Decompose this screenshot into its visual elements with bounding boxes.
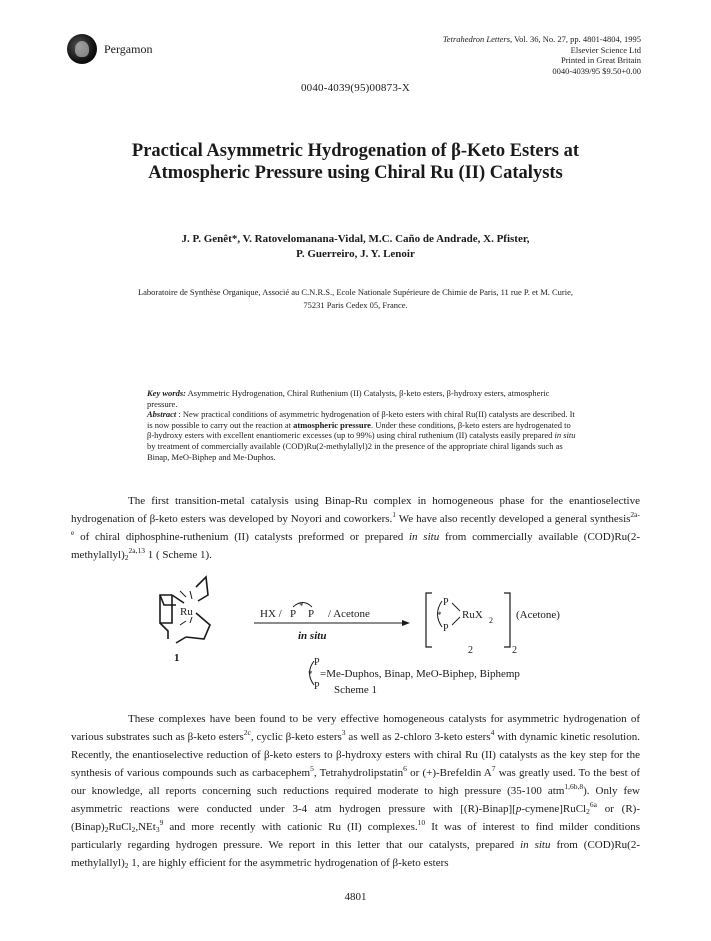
reaction-condition: in situ [298,630,327,642]
journal-issn: 0040-4039/95 $9.50+0.00 [552,65,641,76]
text-run: as well as 2-chloro 3-keto esters [345,731,491,743]
publisher-name: Pergamon [104,42,153,56]
italic-run: in situ [520,839,551,851]
citation: 2a-e [71,510,640,537]
citation: 6 [403,764,407,773]
authors-line-1: J. P. Genêt*, V. Ratovelomanana-Vidal, M.C. Caño de Andrade, X. Pfister, [181,233,530,245]
journal-publisher: Elsevier Science Ltd [570,44,641,55]
text-run: was greatly used. To the best of our knowledge, all reports concerning such reductions required moderate to high pressure (35-100 atm [71,767,641,797]
subscript: 2 [131,825,136,834]
citation: 4 [490,728,495,737]
authors-line-2: P. Guerreiro, J. Y. Lenoir [296,248,415,260]
text-run: It was of interest to find milder conditions particularly regarding hydrogen pressure. We report in this letter that our catalysts, prepared [71,821,641,851]
text-run: 1 ( Scheme 1). [144,549,212,561]
citation: 5 [310,764,314,773]
subscript: 2 [124,553,129,562]
affiliation-line-1: Laboratoire de Synthèse Organique, Associé au C.N.R.S., Ecole Nationale Supérieure de Chimie de Paris, 11 rue P. et M. Curie, [137,287,574,297]
text-run: These complexes have been found to be very effective homogeneous catalysts for asymmetric hydrogenation of various substrates such as β-keto esters [71,713,640,743]
ligand-list: =Me-Duphos, Binap, MeO-Biphep, Biphemp [320,668,520,680]
affiliation-line-2: 75231 Paris Cedex 05, France. [303,300,408,310]
compound-number: 1 [174,652,180,664]
reagent-solvent: / Acetone [328,608,370,620]
paper-title [60,140,651,184]
subscript: 2 [124,861,129,870]
journal-printed: Printed in Great Britain [560,55,641,65]
ligand-star: * [308,669,313,679]
product-solvent: (Acetone) [516,609,560,621]
keywords-text: Asymmetric Hydrogenation, Chiral Ruthenium (II) Catalysts, β-keto esters, β-hydroxy esters, atmospheric pressure. [147,388,550,409]
product-p-top: P [443,597,449,608]
text-run: , cyclic β-keto esters [250,731,342,743]
product-inner-subscript: 2 [468,645,473,656]
text-run: or (R)-(Binap) [71,803,640,833]
text-run: -cymene]RuCl [521,803,587,815]
reaction-arrowhead [402,620,410,626]
text-run: , Tetrahydrolipstatin [313,767,404,779]
citation: 3 [341,728,346,737]
ligand-p-bottom: P [314,681,320,692]
citation: 1 [392,510,397,519]
journal-title: Tetrahedron Letters [442,34,511,44]
text-run: or (+)-Brefeldin A [406,767,492,779]
abstract-text: . Under these conditions, β-keto esters are hydrogenated to β-hydroxy esters with excellent enantiomeric excesses (up to 99%) using chiral ruthenium (II) catalysts easily prepared [147,419,571,441]
subscript: 2 [586,807,590,816]
product-star: * [437,610,442,620]
citation: 2a,13 [128,546,145,555]
product-outer-subscript: 2 [512,645,517,656]
citation: 10 [417,818,426,827]
text-run: and more recently with cationic Ru (II) complexes. [163,821,418,833]
subscript: 3 [155,825,160,834]
text-run: RuCl [108,821,132,833]
reagent-p-right: P [308,608,315,620]
page-number: 4801 [344,891,367,903]
citation: 1,6b,8 [564,782,584,791]
intro-paragraph [71,492,640,564]
product-p-bottom: P [443,623,449,634]
text-run: with dynamic kinetic resolution. Recently, the enantioselective reduction of β-keto esters to β-hydroxy esters with chiral Ru (II) catalysts as the key step for the synthesis of various compounds such as carbacephem [71,731,640,779]
ru-atom-label: Ru [180,606,193,618]
abstract-italic: in situ [554,430,576,441]
text-run: ,NEt [135,821,156,833]
journal-volume: , Vol. 36, No. 27, pp. 4801-4804, 1995 [510,34,641,44]
abstract-block [147,388,577,462]
keywords-label: Key words: [147,388,186,398]
reagent-hx: HX / [260,608,282,620]
journal-info [443,34,641,76]
subscript: 2 [104,825,109,834]
text-run: from commercially available (COD)Ru(2-methylallyl) [71,531,640,561]
body-paragraph [71,710,640,872]
title-line-1: Practical Asymmetric Hydrogenation of β-Keto Esters at [131,141,580,161]
text-run: 1, are highly efficient for the asymmetric hydrogenation of β-keto esters [128,857,449,869]
abstract-text: : New practical conditions of asymmetric hydrogenation of β-keto esters with chiral Ru(II) catalysts are described. It is now possible to carry out the reaction at [147,409,575,430]
text-run: ). Only few asymmetric reactions were conducted under 3-4 atm hydrogen pressure with [(R)-Binap][ [71,785,640,815]
scheme-caption: Scheme 1 [333,684,378,696]
abstract-label: Abstract [147,409,177,420]
citation: 7 [491,764,496,773]
pergamon-logo [67,34,97,64]
abstract [147,409,577,462]
reagent-p-left: P [290,608,297,620]
keywords [147,388,577,409]
ligand-p-top: P [314,657,320,668]
reagent-star: * [299,601,304,611]
abstract-emphasis: atmospheric pressure [293,419,371,430]
italic-run: p [515,803,522,815]
citation: 6a [589,800,597,809]
product-rux: RuX [462,609,483,621]
italic-run: in situ [408,531,440,543]
text-run: We have also recently developed a general synthesis [396,513,631,525]
text-run: The first transition-metal catalysis using Binap-Ru complex in homogeneous phase for the enantioselective hydrogenation of β-keto esters was developed by Noyori and coworkers. [71,495,640,525]
affiliation [60,286,651,312]
authors [60,232,651,262]
text-run: of chiral diphosphine-ruthenium (II) catalysts preformed or prepared [74,531,409,543]
citation: 2c [243,728,251,737]
citation: 9 [159,818,164,827]
product-x-subscript: 2 [489,616,493,625]
title-line-2: Atmospheric Pressure using Chiral Ru (II) Catalysts [148,163,563,183]
abstract-text: by treatment of commercially available (COD)Ru(2-methylallyl)2 in the presence of the appropriate chiral ligands such as Binap, MeO-Biphep and Me-Duphos. [147,440,563,462]
doi: 0040-4039(95)00873-X [300,82,411,94]
text-run: from (COD)Ru(2-methylallyl) [71,839,641,869]
